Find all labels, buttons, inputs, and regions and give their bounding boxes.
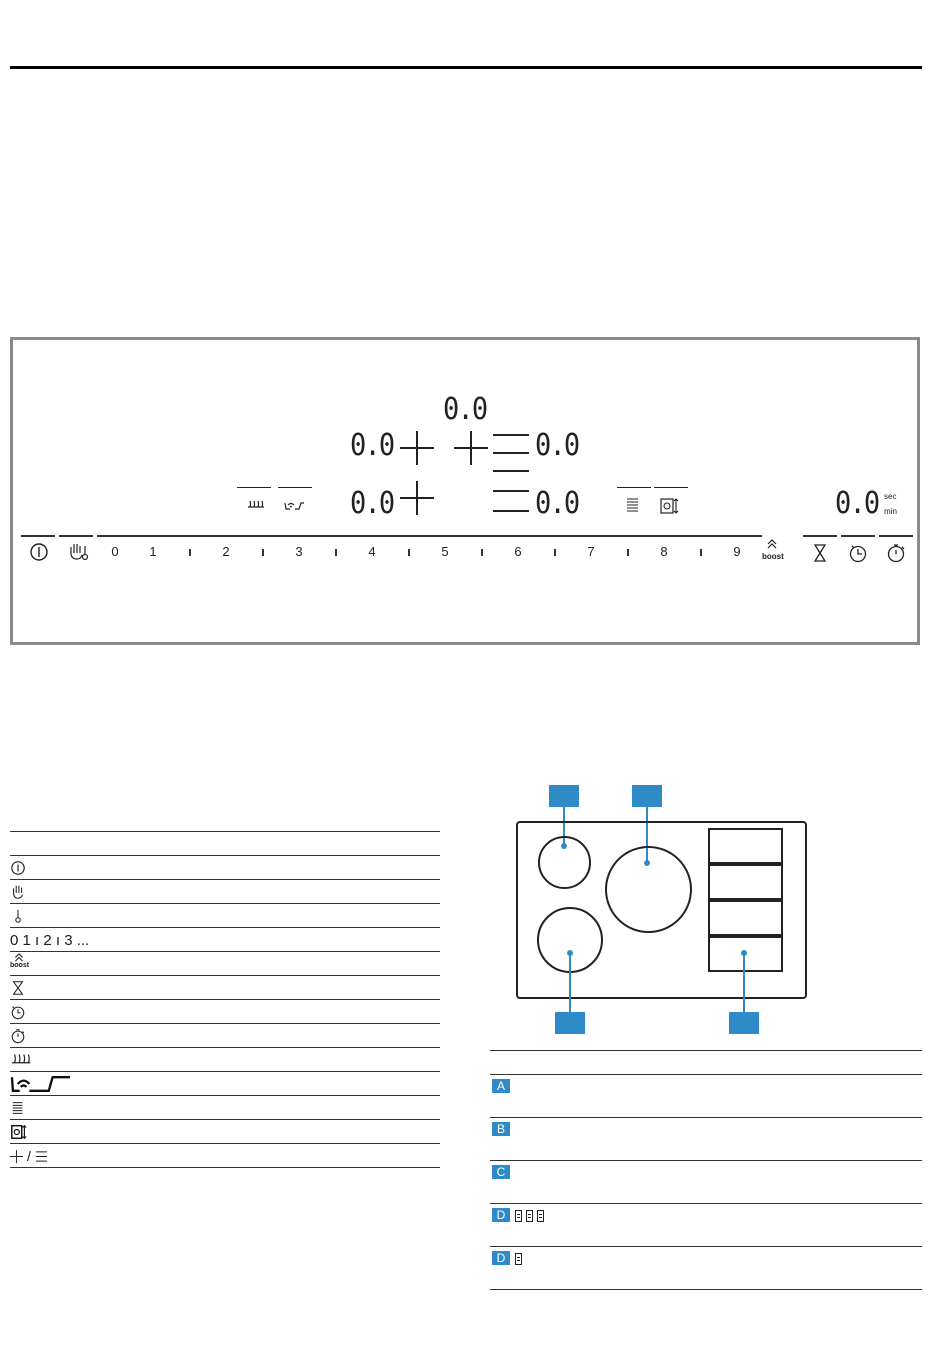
hourglass-dash (803, 535, 837, 537)
level-tick (189, 549, 191, 556)
hand-icon (10, 883, 26, 901)
flex-bar-4 (493, 490, 529, 492)
control-panel (10, 337, 920, 645)
callout-dot-a (561, 843, 567, 849)
stopwatch-dash (879, 535, 913, 537)
keep-warm-icon (10, 1051, 34, 1069)
display-left-upper: 0.0 (350, 428, 394, 463)
cooking-zone-b (605, 846, 692, 933)
flex-bar-1 (493, 434, 529, 436)
power-level-1[interactable]: 1 (149, 544, 157, 559)
hand-icon[interactable] (67, 541, 89, 563)
zones-row-d-one (490, 1247, 922, 1290)
legend-header-row (10, 832, 440, 856)
zone-cross-3 (400, 481, 434, 515)
flex-segment-3 (708, 900, 783, 936)
callout-dot-b (644, 860, 650, 866)
flex-segment-icon (515, 1253, 522, 1265)
power-level-9[interactable]: 9 (733, 544, 741, 559)
power-icon (10, 859, 26, 877)
level-tick (408, 549, 410, 556)
zone-cross-icon (10, 1150, 23, 1163)
legend-slash: / (27, 1148, 31, 1164)
power-level-digits: 0 1 ı 2 ı 3 ... (10, 931, 90, 949)
flex-bar-2 (493, 452, 529, 454)
legend-row-move-mode (10, 1120, 440, 1144)
move-mode-icon (10, 1123, 28, 1141)
legend-row-hourglass (10, 976, 440, 1000)
sensor-bar (278, 487, 312, 488)
zone-badge-a: A (492, 1079, 510, 1093)
timer-icon (10, 1003, 26, 1021)
zone-badge-d: D (492, 1251, 510, 1265)
power-level-2[interactable]: 2 (222, 544, 230, 559)
legend-row-boost (10, 952, 440, 976)
flex-bar-5 (493, 510, 529, 512)
flex-bar-3 (493, 470, 529, 472)
callout-lead-c (569, 953, 571, 1013)
zones-row-b (490, 1118, 922, 1161)
legend-row-cross-bars (10, 1144, 440, 1168)
flex-segment-2 (708, 864, 783, 900)
timer-dash (841, 535, 875, 537)
keep-warm-icon (245, 495, 267, 517)
level-tick (627, 549, 629, 556)
power-level-5[interactable]: 5 (441, 544, 449, 559)
legend-row-sensor (10, 1072, 440, 1096)
callout-badge-c (555, 1012, 585, 1034)
flex-zone-icon (10, 1099, 26, 1117)
level-tick (554, 549, 556, 556)
legend-row-flex-zone (10, 1096, 440, 1120)
display-left-lower: 0.0 (350, 486, 394, 521)
flex-bars-icon (35, 1150, 48, 1163)
level-tick (481, 549, 483, 556)
zones-row-c (490, 1161, 922, 1204)
power-level-0[interactable]: 0 (111, 544, 119, 559)
hob-outline (516, 821, 807, 999)
protect-dash (59, 535, 93, 537)
timer-unit-min: min (884, 507, 897, 516)
level-tick (335, 549, 337, 556)
boost-icon (10, 953, 28, 962)
legend-row-timer (10, 1000, 440, 1024)
sensor-icon (283, 495, 305, 517)
timer-icon[interactable] (847, 542, 869, 564)
legend-row-hand (10, 880, 440, 904)
flex-segment-icon (526, 1210, 533, 1222)
zones-row-a (490, 1075, 922, 1118)
move-mode-bar (654, 487, 688, 488)
flex-segment-1 (708, 828, 783, 864)
flex-zone-bar (617, 487, 651, 488)
power-level-8[interactable]: 8 (660, 544, 668, 559)
boost-label[interactable]: boost (762, 552, 784, 561)
zone-cross-2 (454, 431, 488, 465)
legend-row-levels (10, 928, 440, 952)
zone-badge-c: C (492, 1165, 510, 1179)
power-level-7[interactable]: 7 (587, 544, 595, 559)
boost-label: boost (10, 962, 30, 969)
power-level-4[interactable]: 4 (368, 544, 376, 559)
legend-row-power (10, 856, 440, 880)
zones-row-d-three (490, 1204, 922, 1247)
power-level-6[interactable]: 6 (514, 544, 522, 559)
legend-row-stopwatch (10, 1024, 440, 1048)
slider-dash (97, 535, 762, 537)
zone-cross-1 (400, 431, 434, 465)
display-right-upper: 0.0 (535, 428, 579, 463)
flex-segment-icon (515, 1210, 522, 1222)
boost-icon[interactable] (762, 538, 782, 550)
flex-zone-icon (622, 495, 644, 517)
display-top: 0.0 (443, 392, 487, 427)
power-dash (21, 535, 55, 537)
level-tick (700, 549, 702, 556)
timer-unit-sec: sec (884, 492, 897, 501)
stopwatch-icon[interactable] (885, 542, 907, 564)
timer-display: 0.0 (835, 486, 879, 521)
callout-badge-a (549, 785, 579, 807)
move-mode-icon (658, 495, 680, 517)
legend-row-thermometer (10, 904, 440, 928)
callout-badge-d (729, 1012, 759, 1034)
power-level-3[interactable]: 3 (295, 544, 303, 559)
header-rule (10, 66, 922, 69)
display-right-lower: 0.0 (535, 486, 579, 521)
keep-warm-bar (237, 487, 271, 488)
stopwatch-icon (10, 1027, 26, 1045)
thermometer-icon (10, 907, 26, 925)
hourglass-icon[interactable] (809, 542, 831, 564)
zone-badge-b: B (492, 1122, 510, 1136)
zone-badge-d: D (492, 1208, 510, 1222)
legend-row-keep-warm (10, 1048, 440, 1072)
callout-lead-d (743, 953, 745, 1013)
power-icon[interactable] (28, 541, 50, 563)
zones-table-header (490, 1051, 922, 1075)
hourglass-icon (10, 979, 26, 997)
sensor-icon (10, 1075, 72, 1093)
level-tick (262, 549, 264, 556)
flex-segment-icon (537, 1210, 544, 1222)
callout-badge-b (632, 785, 662, 807)
